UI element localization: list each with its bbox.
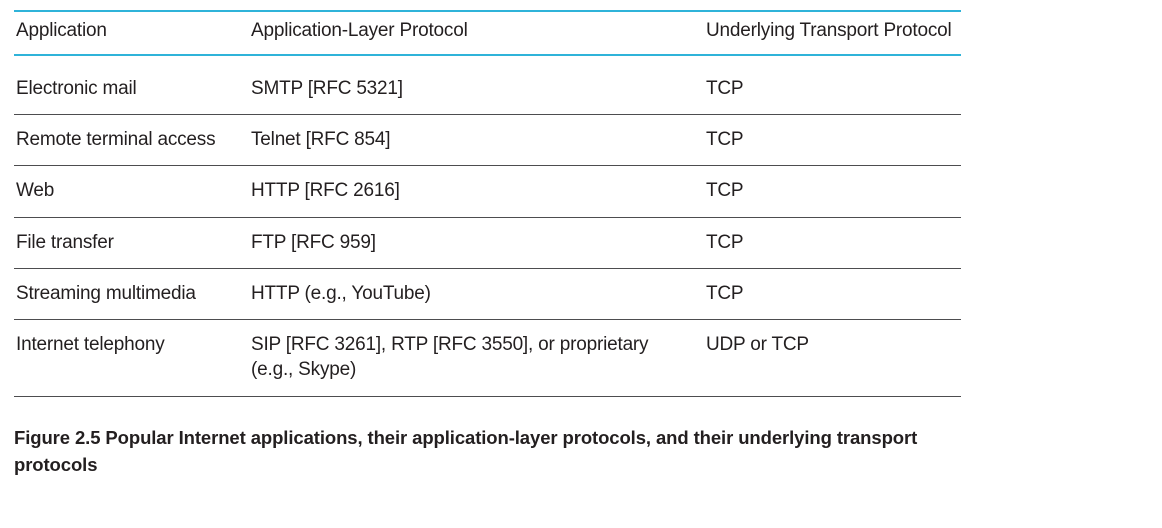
cell-application: File transfer bbox=[14, 217, 249, 268]
table-row bbox=[14, 320, 961, 397]
table-header bbox=[14, 11, 961, 55]
cell-protocol bbox=[249, 217, 704, 268]
cell-protocol bbox=[249, 269, 704, 320]
cell-protocol bbox=[249, 166, 704, 217]
cell-protocol-line1: SIP [RFC 3261], RTP [RFC 3550], or proprietary bbox=[251, 334, 649, 356]
cell-transport: TCP bbox=[704, 55, 961, 115]
table-row bbox=[14, 217, 961, 268]
cell-transport: TCP bbox=[704, 166, 961, 217]
cell-application: Streaming multimedia bbox=[14, 269, 249, 320]
cell-application: Web bbox=[14, 166, 249, 217]
cell-transport: UDP or TCP bbox=[704, 320, 961, 397]
cell-protocol-line1: SMTP [RFC 5321] bbox=[251, 77, 403, 99]
protocol-table-container bbox=[14, 10, 1148, 397]
cell-protocol-line1: Telnet [RFC 854] bbox=[251, 129, 391, 151]
protocol-table bbox=[14, 10, 961, 397]
table-header-row bbox=[14, 11, 961, 55]
cell-protocol-line2: (e.g., Skype) bbox=[251, 358, 357, 380]
cell-application: Internet telephony bbox=[14, 320, 249, 397]
table-row bbox=[14, 115, 961, 166]
cell-transport: TCP bbox=[704, 217, 961, 268]
cell-protocol bbox=[249, 115, 704, 166]
cell-protocol bbox=[249, 55, 704, 115]
cell-transport: TCP bbox=[704, 269, 961, 320]
table-row bbox=[14, 166, 961, 217]
column-header-underlying-transport-protocol: Underlying Transport Protocol bbox=[704, 11, 961, 55]
cell-protocol-line1: HTTP (e.g., YouTube) bbox=[251, 283, 431, 305]
column-header-application: Application bbox=[14, 11, 249, 55]
cell-application: Remote terminal access bbox=[14, 115, 249, 166]
table-body bbox=[14, 55, 961, 397]
cell-application: Electronic mail bbox=[14, 55, 249, 115]
cell-protocol-line1: HTTP [RFC 2616] bbox=[251, 180, 400, 202]
cell-protocol bbox=[249, 320, 704, 397]
cell-transport: TCP bbox=[704, 115, 961, 166]
cell-protocol-line1: FTP [RFC 959] bbox=[251, 231, 376, 253]
column-header-application-layer-protocol: Application-Layer Protocol bbox=[249, 11, 704, 55]
figure-caption: Figure 2.5 Popular Internet applications, their application-layer protocols, and their underlying transport protocols bbox=[14, 426, 918, 475]
table-row bbox=[14, 55, 961, 115]
table-row bbox=[14, 269, 961, 320]
